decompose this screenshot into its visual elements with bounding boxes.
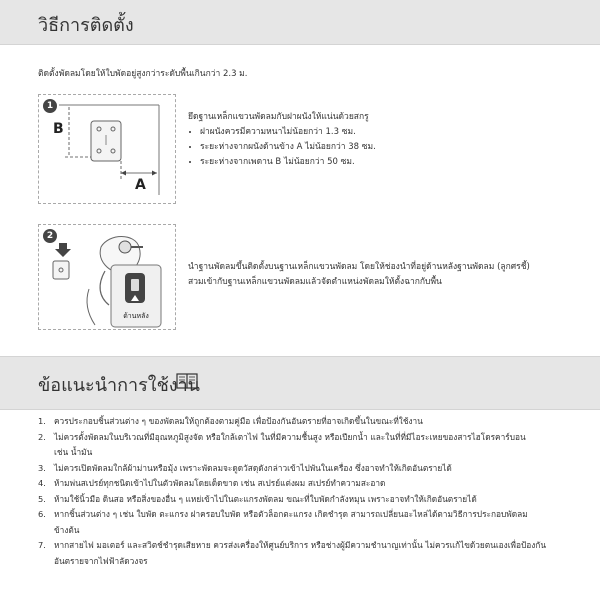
step1-number: 1: [43, 99, 57, 113]
advice-item-number: 6.: [38, 509, 46, 519]
advice-item: [38, 461, 578, 477]
advice-item-number: 4.: [38, 478, 46, 488]
advice-title: ข้อแนะนำการใช้งาน: [38, 375, 200, 396]
advice-item-line: ห้ามใช้นิ้วมือ ดินสอ หรือสิ่งของอื่น ๆ แหย่เข้าไปในตะแกรงพัดลม ขณะที่ใบพัดกำลังหมุน เพราะอาจทำให้เกิดอันตรายได้: [54, 493, 477, 504]
install-title: วิธีการติดตั้ง: [38, 15, 134, 36]
step1-heading: ยึดฐานเหล็กแขวนพัดลมกับฝาผนังให้แน่นด้วยสกรู: [188, 112, 369, 122]
advice-item: [38, 414, 578, 430]
step2-text: [188, 260, 530, 290]
install-intro: ติดตั้งพัดลมโดยให้ใบพัดอยู่สูงกว่าระดับพื้นเกินกว่า 2.3 ม.: [38, 69, 248, 79]
step1-figure: [38, 94, 176, 204]
step2-number: 2: [43, 229, 57, 243]
advice-item-number: 3.: [38, 462, 46, 473]
advice-item-line: ข้างต้น: [54, 524, 80, 535]
advice-item: [38, 492, 578, 508]
advice-item-number: 1.: [38, 416, 46, 426]
step1-text: [188, 110, 376, 170]
advice-item-line: ไม่ควรตั้งพัดลมในบริเวณที่มีอุณหภูมิสูงจัด หรือใกล้เตาไฟ ในที่มีความชื้นสูง หรือเปียกน้ำ และในที่ที่มีไอระเหยของสารไฮโดรคาร์บอน: [54, 431, 526, 442]
advice-item-line: ห้ามพ่นสเปรย์ทุกชนิดเข้าไปในตัวพัดลมโดยเด็ดขาด เช่น สเปรย์แต่งผม สเปรย์ทำความสะอาด: [54, 478, 386, 488]
advice-item-number: 2.: [38, 431, 46, 442]
advice-item-number: 5.: [38, 493, 46, 504]
advice-item-number: 7.: [38, 540, 46, 550]
advice-item: [38, 538, 578, 569]
advice-item-line: อันตรายจากไฟฟ้าลัดวงจร: [54, 555, 148, 566]
book-icon: [176, 372, 198, 390]
advice-item: [38, 476, 578, 492]
step1-bullet: • ระยะห่างจากเพดาน B ไม่น้อยกว่า 50 ซม.: [200, 155, 376, 170]
step1-bullet: • ระยะห่างจากผนังด้านข้าง A ไม่น้อยกว่า 38 ซม.: [200, 140, 376, 155]
step2-figure: [38, 224, 176, 330]
advice-item: [38, 430, 578, 461]
step2-line: นำฐานพัดลมขึ้นติดตั้งบนฐานเหล็กแขวนพัดลม โดยให้ช่องนำที่อยู่ด้านหลังฐานพัดลม (ลูกศรชี้): [188, 262, 530, 272]
back-view-label: ด้านหลัง: [123, 312, 149, 320]
advice-list: [38, 414, 578, 569]
advice-item-line: หากชิ้นส่วนต่าง ๆ เช่น ใบพัด ตะแกรง ฝาครอบใบพัด หรือตัวล็อกตะแกรง เกิดชำรุด สามารถเปลี่ยนอะไหล่ได้ตามวิธีการประกอบพัดลม: [54, 509, 528, 519]
advice-item: [38, 507, 578, 538]
advice-item-line: ควรประกอบชิ้นส่วนต่าง ๆ ของพัดลมให้ถูกต้องตามคู่มือ เพื่อป้องกันอันตรายที่อาจเกิดขึ้นในขณะที่ใช้งาน: [54, 416, 423, 426]
dimension-b-label: B: [53, 121, 64, 137]
wall-bracket-diagram: [39, 95, 175, 203]
step1-bullet: • ฝาผนังควรมีความหนาไม่น้อยกว่า 1.3 ซม.: [200, 125, 376, 140]
advice-item-line: หากสายไฟ มอเตอร์ และสวิตช์ชำรุดเสียหาย ควรส่งเครื่องให้ศูนย์บริการ หรือช่างผู้มีความชำนาญเท่านั้น ไม่ควรแก้ไขด้วยตนเองเพื่อป้องกัน: [54, 540, 546, 550]
advice-item-line: เช่น น้ำมัน: [54, 447, 93, 457]
dimension-a-label: A: [135, 177, 146, 193]
advice-item-line: ไม่ควรเปิดพัดลมใกล้ผ้าม่านหรือมุ้ง เพราะพัดลมจะดูดวัสดุดังกล่าวเข้าไปพันในเครื่อง ซึ่งอาจทำให้เกิดอันตรายได้: [54, 462, 452, 473]
step2-line: สวมเข้ากับฐานเหล็กแขวนพัดลมแล้วจัดตำแหน่งพัดลมให้ตั้งฉากกับพื้น: [188, 277, 442, 287]
